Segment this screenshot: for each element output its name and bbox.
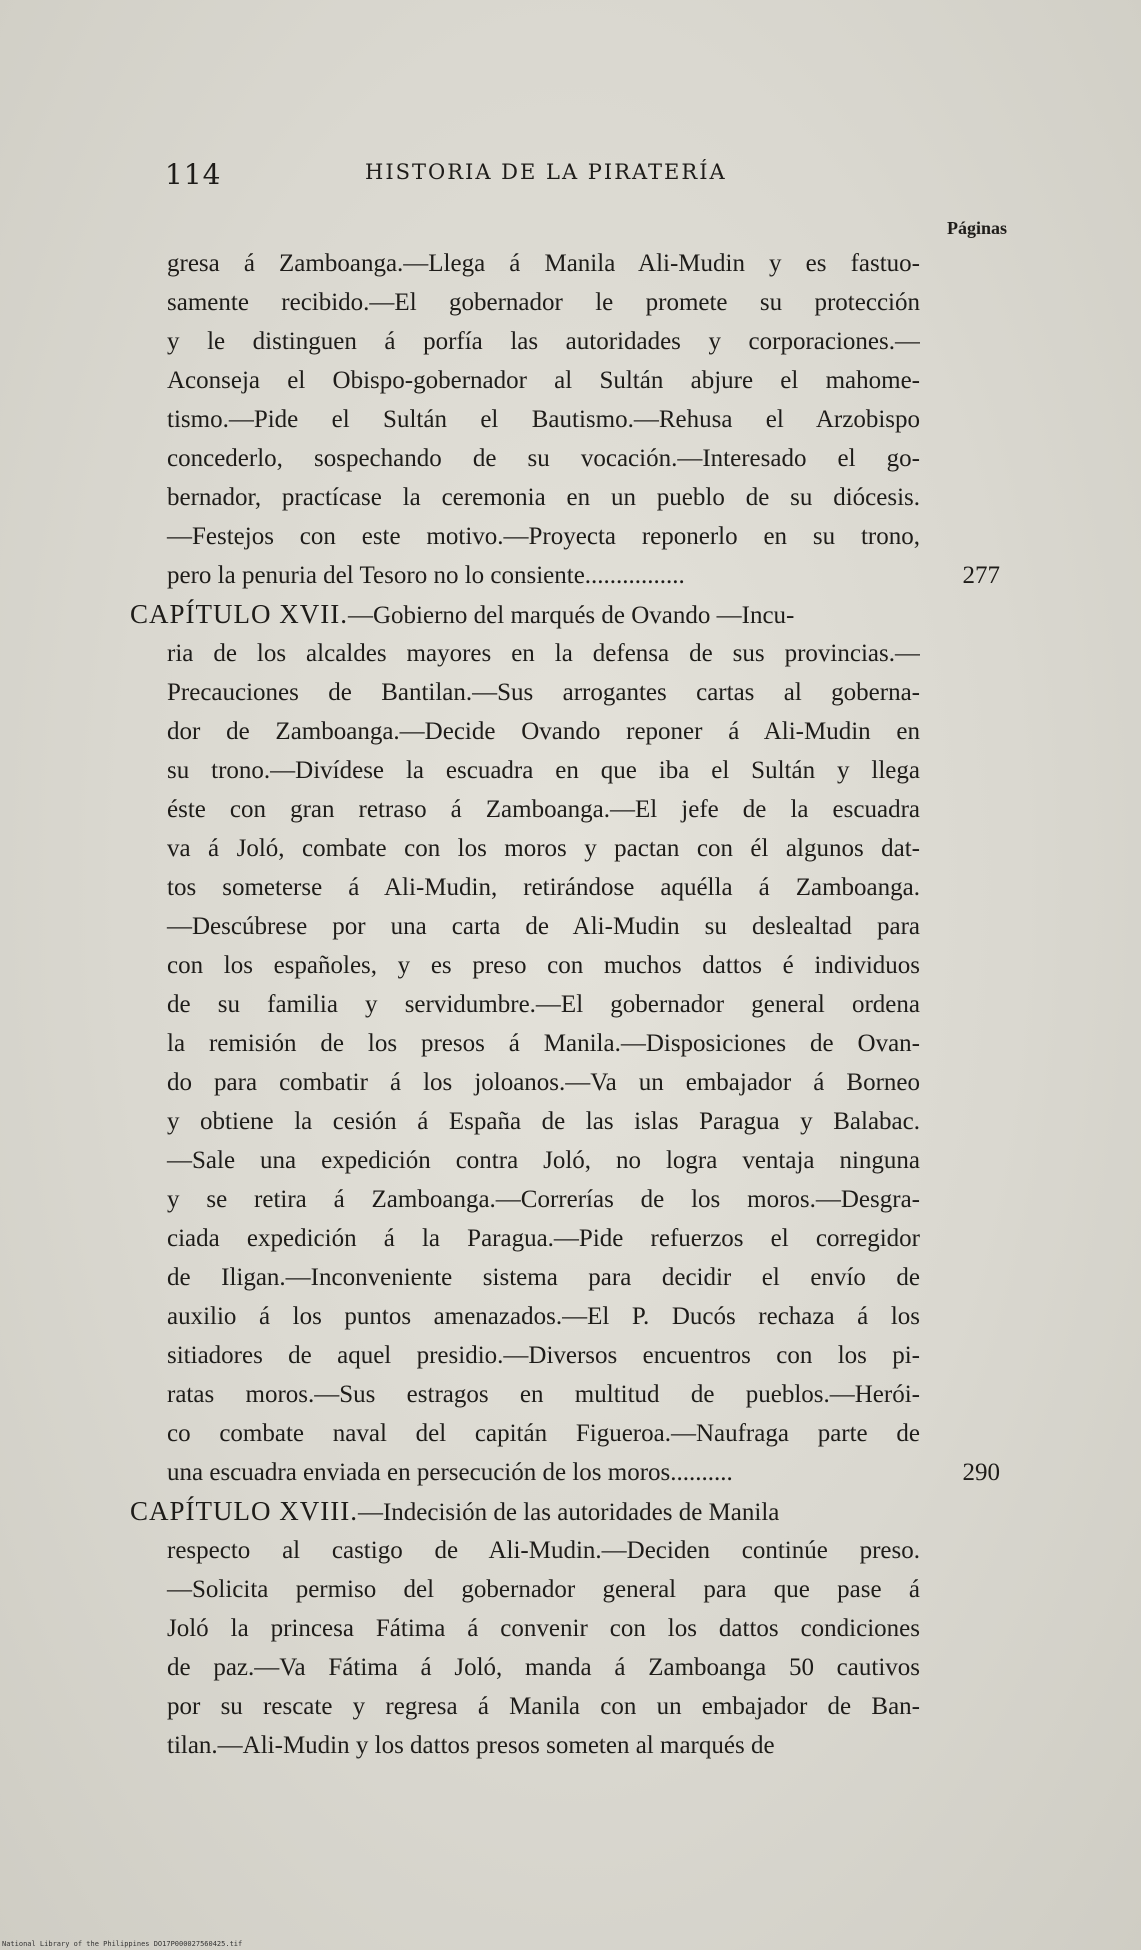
toc-entry-line: Joló la princesa Fátima á convenir con los dattos condiciones xyxy=(167,1615,920,1642)
toc-entry-line: va á Joló, combate con los moros y pactan con él algunos dat- xyxy=(167,835,920,862)
toc-entry-line: Precauciones de Bantilan.—Sus arrogantes cartas al goberna- xyxy=(167,679,920,706)
toc-entry-line: samente recibido.—El gobernador le promete su protección xyxy=(167,289,920,316)
running-head xyxy=(165,158,985,198)
toc-entry-line: concederlo, sospechando de su vocación.—Interesado el go- xyxy=(167,445,920,472)
toc-entry-line: por su rescate y regresa á Manila con un embajador de Ban- xyxy=(167,1693,920,1720)
toc-entry-line: auxilio á los puntos amenazados.—El P. Ducós rechaza á los xyxy=(167,1303,920,1330)
toc-entry-line: —Descúbrese por una carta de Ali-Mudin su deslealtad para xyxy=(167,913,920,940)
toc-entry-line: ria de los alcaldes mayores en la defensa de sus provincias.— xyxy=(167,640,920,667)
toc-page-number: 277 xyxy=(962,562,1000,589)
toc-entry-line xyxy=(130,1492,920,1531)
toc-entry-line: gresa á Zamboanga.—Llega á Manila Ali-Mudin y es fastuo- xyxy=(167,250,920,277)
toc-entry-line: y obtiene la cesión á España de las islas Paragua y Balabac. xyxy=(167,1108,920,1135)
toc-entry-line: ratas moros.—Sus estragos en multitud de pueblos.—Herói- xyxy=(167,1381,920,1408)
toc-entry-line: sitiadores de aquel presidio.—Diversos encuentros con los pi- xyxy=(167,1342,920,1369)
chapter-summary-start: —Gobierno del marqués de Ovando —Incu- xyxy=(347,602,795,629)
toc-entry-line: respecto al castigo de Ali-Mudin.—Deciden continúe preso. xyxy=(167,1537,920,1564)
chapter-label: CAPÍTULO XVII. xyxy=(130,599,348,629)
toc-entry xyxy=(130,1492,1000,1765)
toc-entry-line: tilan.—Ali-Mudin y los dattos presos someten al marqués de xyxy=(167,1732,775,1759)
toc-entry-line: de Iligan.—Inconveniente sistema para decidir el envío de xyxy=(167,1264,920,1291)
chapter-label: CAPÍTULO XVIII. xyxy=(130,1496,358,1526)
running-title: HISTORIA DE LA PIRATERÍA xyxy=(365,160,727,184)
toc-entry-line: Aconseja el Obispo-gobernador al Sultán abjure el mahome- xyxy=(167,367,920,394)
pages-column-label: Páginas xyxy=(946,218,1007,238)
toc-entry-line: —Sale una expedición contra Joló, no logra ventaja ninguna xyxy=(167,1147,920,1174)
toc-entry-line: —Festejos con este motivo.—Proyecta reponerlo en su trono, xyxy=(167,523,920,550)
toc-entry-line: co combate naval del capitán Figueroa.—Naufraga parte de xyxy=(167,1420,920,1447)
toc-entry-line: con los españoles, y es preso con muchos dattos é individuos xyxy=(167,952,920,979)
toc-page-number: 290 xyxy=(962,1459,1000,1486)
toc-entry xyxy=(130,595,1000,1492)
toc-entry-line: tos someterse á Ali-Mudin, retirándose aquélla á Zamboanga. xyxy=(167,874,920,901)
toc-entry-line: pero la penuria del Tesoro no lo consiente................ xyxy=(167,562,685,589)
toc-entry-line: su trono.—Divídese la escuadra en que iba el Sultán y llega xyxy=(167,757,920,784)
toc-entry-line: la remisión de los presos á Manila.—Disposiciones de Ovan- xyxy=(167,1030,920,1057)
page-number: 114 xyxy=(165,158,222,191)
chapter-summary-start: —Indecisión de las autoridades de Manila xyxy=(357,1499,780,1526)
toc-entry-line: bernador, practícase la ceremonia en un pueblo de su diócesis. xyxy=(167,484,920,511)
toc-entry-line: tismo.—Pide el Sultán el Bautismo.—Rehusa el Arzobispo xyxy=(167,406,920,433)
toc-entry-line: ciada expedición á la Paragua.—Pide refuerzos el corregidor xyxy=(167,1225,920,1252)
toc-entry-line: —Solicita permiso del gobernador general para que pase á xyxy=(167,1576,920,1603)
toc-entry-line: dor de Zamboanga.—Decide Ovando reponer á Ali-Mudin en xyxy=(167,718,920,745)
scan-footer: National Library of the Philippines DO17P000027560425.tif xyxy=(2,1940,243,1948)
toc-entry-line: una escuadra enviada en persecución de los moros.......... xyxy=(167,1459,733,1486)
toc-entry-line: de su familia y servidumbre.—El gobernador general ordena xyxy=(167,991,920,1018)
toc-entry xyxy=(130,244,1000,595)
toc-entry-line: y se retira á Zamboanga.—Correrías de los moros.—Desgra- xyxy=(167,1186,920,1213)
toc-entry-line: do para combatir á los joloanos.—Va un embajador á Borneo xyxy=(167,1069,920,1096)
toc-entry-line: y le distinguen á porfía las autoridades y corporaciones.— xyxy=(167,328,920,355)
toc-entry-line: de paz.—Va Fátima á Joló, manda á Zamboanga 50 cautivos xyxy=(167,1654,920,1681)
table-of-contents xyxy=(130,244,1000,1765)
toc-entry-line xyxy=(130,595,920,634)
toc-entry-line: éste con gran retraso á Zamboanga.—El jefe de la escuadra xyxy=(167,796,920,823)
